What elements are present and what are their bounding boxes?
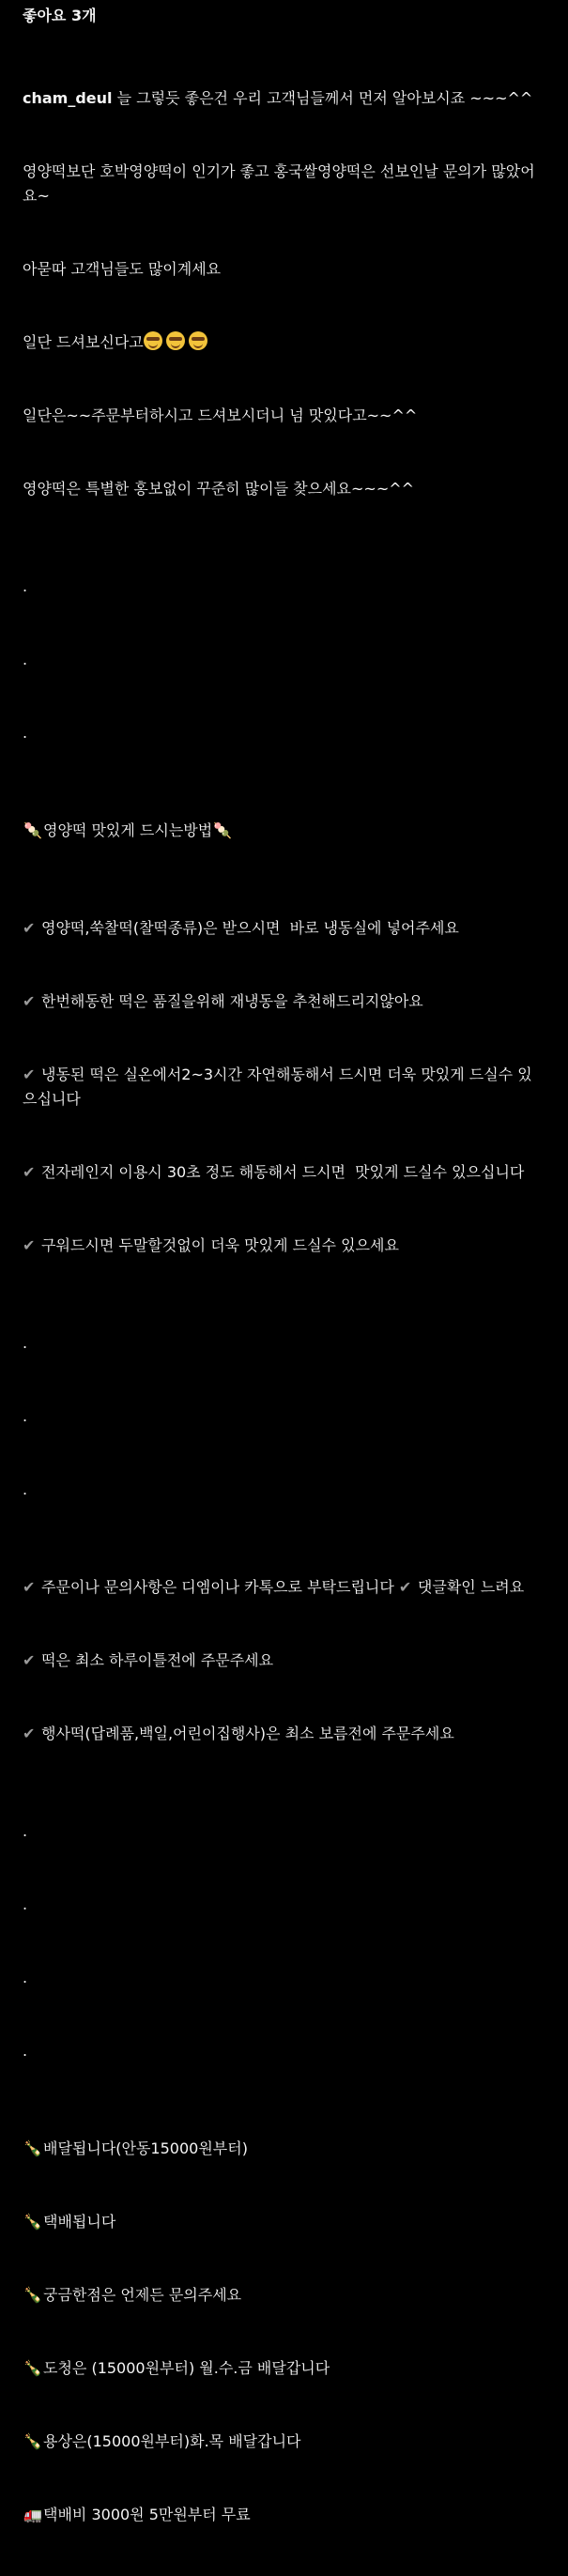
username-link[interactable]: cham_deul xyxy=(23,89,113,107)
check-icon: ✔ xyxy=(23,1163,36,1181)
list-item-text: 댓글확인 느려요 xyxy=(417,1578,525,1596)
list-item xyxy=(23,2356,545,2381)
howto-title: 영양떡 맛있게 드시는방법 xyxy=(43,821,213,839)
check-icon: ✔ xyxy=(23,1651,36,1669)
list-item xyxy=(23,2503,545,2527)
list-item-text: 한번해동한 떡은 품질을위해 재냉동을 추천해드리지않아요 xyxy=(41,992,423,1010)
caption-text: 늘 그렇듯 좋은건 우리 고객님들께서 먼저 알아보시죠 ~~~^^ xyxy=(112,89,533,107)
dot-separator: . xyxy=(23,1334,28,1352)
check-icon: ✔ xyxy=(23,1236,36,1254)
list-item xyxy=(23,916,545,941)
dot-separator: . xyxy=(23,2042,28,2060)
caption-text: 영양떡은 특별한 홍보없이 꾸준히 많이들 찾으세요~~~^^ xyxy=(23,480,415,498)
smile-icon xyxy=(166,331,185,350)
caption-text: 일단은~~주문부터하시고 드셔보시더니 넘 맛있다고~~^^ xyxy=(23,406,418,424)
caption-text: 아묻따 고객님들도 많이계세요 xyxy=(23,260,222,278)
list-item-text: 궁금한점은 언제든 문의주세요 xyxy=(43,2286,242,2304)
howto-title-line xyxy=(23,819,545,843)
list-item-text: 영양떡,쑥찰떡(찰떡종류)은 받으시면 바로 냉동실에 넣어주세요 xyxy=(41,919,459,937)
check-icon: ✔ xyxy=(23,1066,36,1083)
list-item-text: 주문이나 문의사항은 디엠이나 카톡으로 부탁드립니다 xyxy=(41,1578,399,1596)
dot-separator: . xyxy=(23,1969,28,1986)
caption xyxy=(23,38,545,2576)
list-item xyxy=(23,989,545,1014)
check-icon: ✔ xyxy=(23,992,36,1010)
bottle-icon: 🍾 xyxy=(23,2286,42,2304)
list-item xyxy=(23,2430,545,2454)
list-item xyxy=(23,1063,545,1112)
check-icon: ✔ xyxy=(23,1578,36,1596)
list-item-text: 택배됩니다 xyxy=(43,2213,116,2231)
list-item xyxy=(23,1648,545,1673)
list-item xyxy=(23,1722,545,1746)
smile-icon xyxy=(144,331,162,350)
dot-separator: . xyxy=(23,1407,28,1425)
bottle-icon: 🍾 xyxy=(23,2432,42,2450)
bottle-icon: 🍾 xyxy=(23,2139,42,2157)
check-icon: ✔ xyxy=(398,1578,412,1596)
dot-separator: . xyxy=(23,577,28,595)
dot-separator: . xyxy=(23,1822,28,1840)
list-item xyxy=(23,1160,545,1185)
list-item xyxy=(23,1575,545,1600)
check-icon: ✔ xyxy=(23,1725,36,1742)
bottle-icon: 🍾 xyxy=(23,2213,42,2231)
dot-separator: . xyxy=(23,651,28,668)
caption-text: 영양떡보단 호박영양떡이 인기가 좋고 홍국쌀영양떡은 선보인날 문의가 많았어요~ xyxy=(23,162,535,205)
bottle-icon: 🍾 xyxy=(23,2359,42,2377)
list-item xyxy=(23,2137,545,2161)
dango-icon: 🍡 xyxy=(23,821,42,839)
smile-icon xyxy=(189,331,207,350)
list-item-text: 배달됩니다(안동15000원부터) xyxy=(43,2139,248,2157)
caption-text xyxy=(23,330,545,355)
list-item-text: 택배비 3000원 5만원부터 무료 xyxy=(43,2506,251,2523)
dot-separator: . xyxy=(23,1895,28,1913)
truck-icon: 🚛 xyxy=(23,2506,42,2523)
list-item-text: 용상은(15000원부터)화.목 배달갑니다 xyxy=(43,2432,301,2450)
list-item-text: 도청은 (15000원부터) 월.수.금 배달갑니다 xyxy=(43,2359,330,2377)
list-item-text: 전자레인지 이용시 30초 정도 해동해서 드시면 맛있게 드실수 있으십니다 xyxy=(41,1163,525,1181)
dango-icon: 🍡 xyxy=(213,821,233,839)
caption-text-segment: 일단 드셔보신다고 xyxy=(23,333,144,351)
list-item xyxy=(23,2283,545,2308)
list-item-text: 구워드시면 두말할것없이 더욱 맛있게 드실수 있으세요 xyxy=(41,1236,399,1254)
list-item-text: 냉동된 떡은 실온에서2~3시간 자연해동해서 드시면 더욱 맛있게 드실수 있으십니다 xyxy=(23,1066,532,1108)
check-icon: ✔ xyxy=(23,919,36,937)
dot-separator: . xyxy=(23,724,28,742)
list-item-text: 떡은 최소 하루이틀전에 주문주세요 xyxy=(41,1651,274,1669)
list-item xyxy=(23,1234,545,1258)
likes-count[interactable]: 좋아요 3개 xyxy=(23,7,97,24)
list-item-text: 행사떡(답례품,백일,어린이집행사)은 최소 보름전에 주문주세요 xyxy=(41,1725,454,1742)
dot-separator: . xyxy=(23,1480,28,1498)
list-item xyxy=(23,2210,545,2234)
caption-first-line xyxy=(23,86,545,111)
